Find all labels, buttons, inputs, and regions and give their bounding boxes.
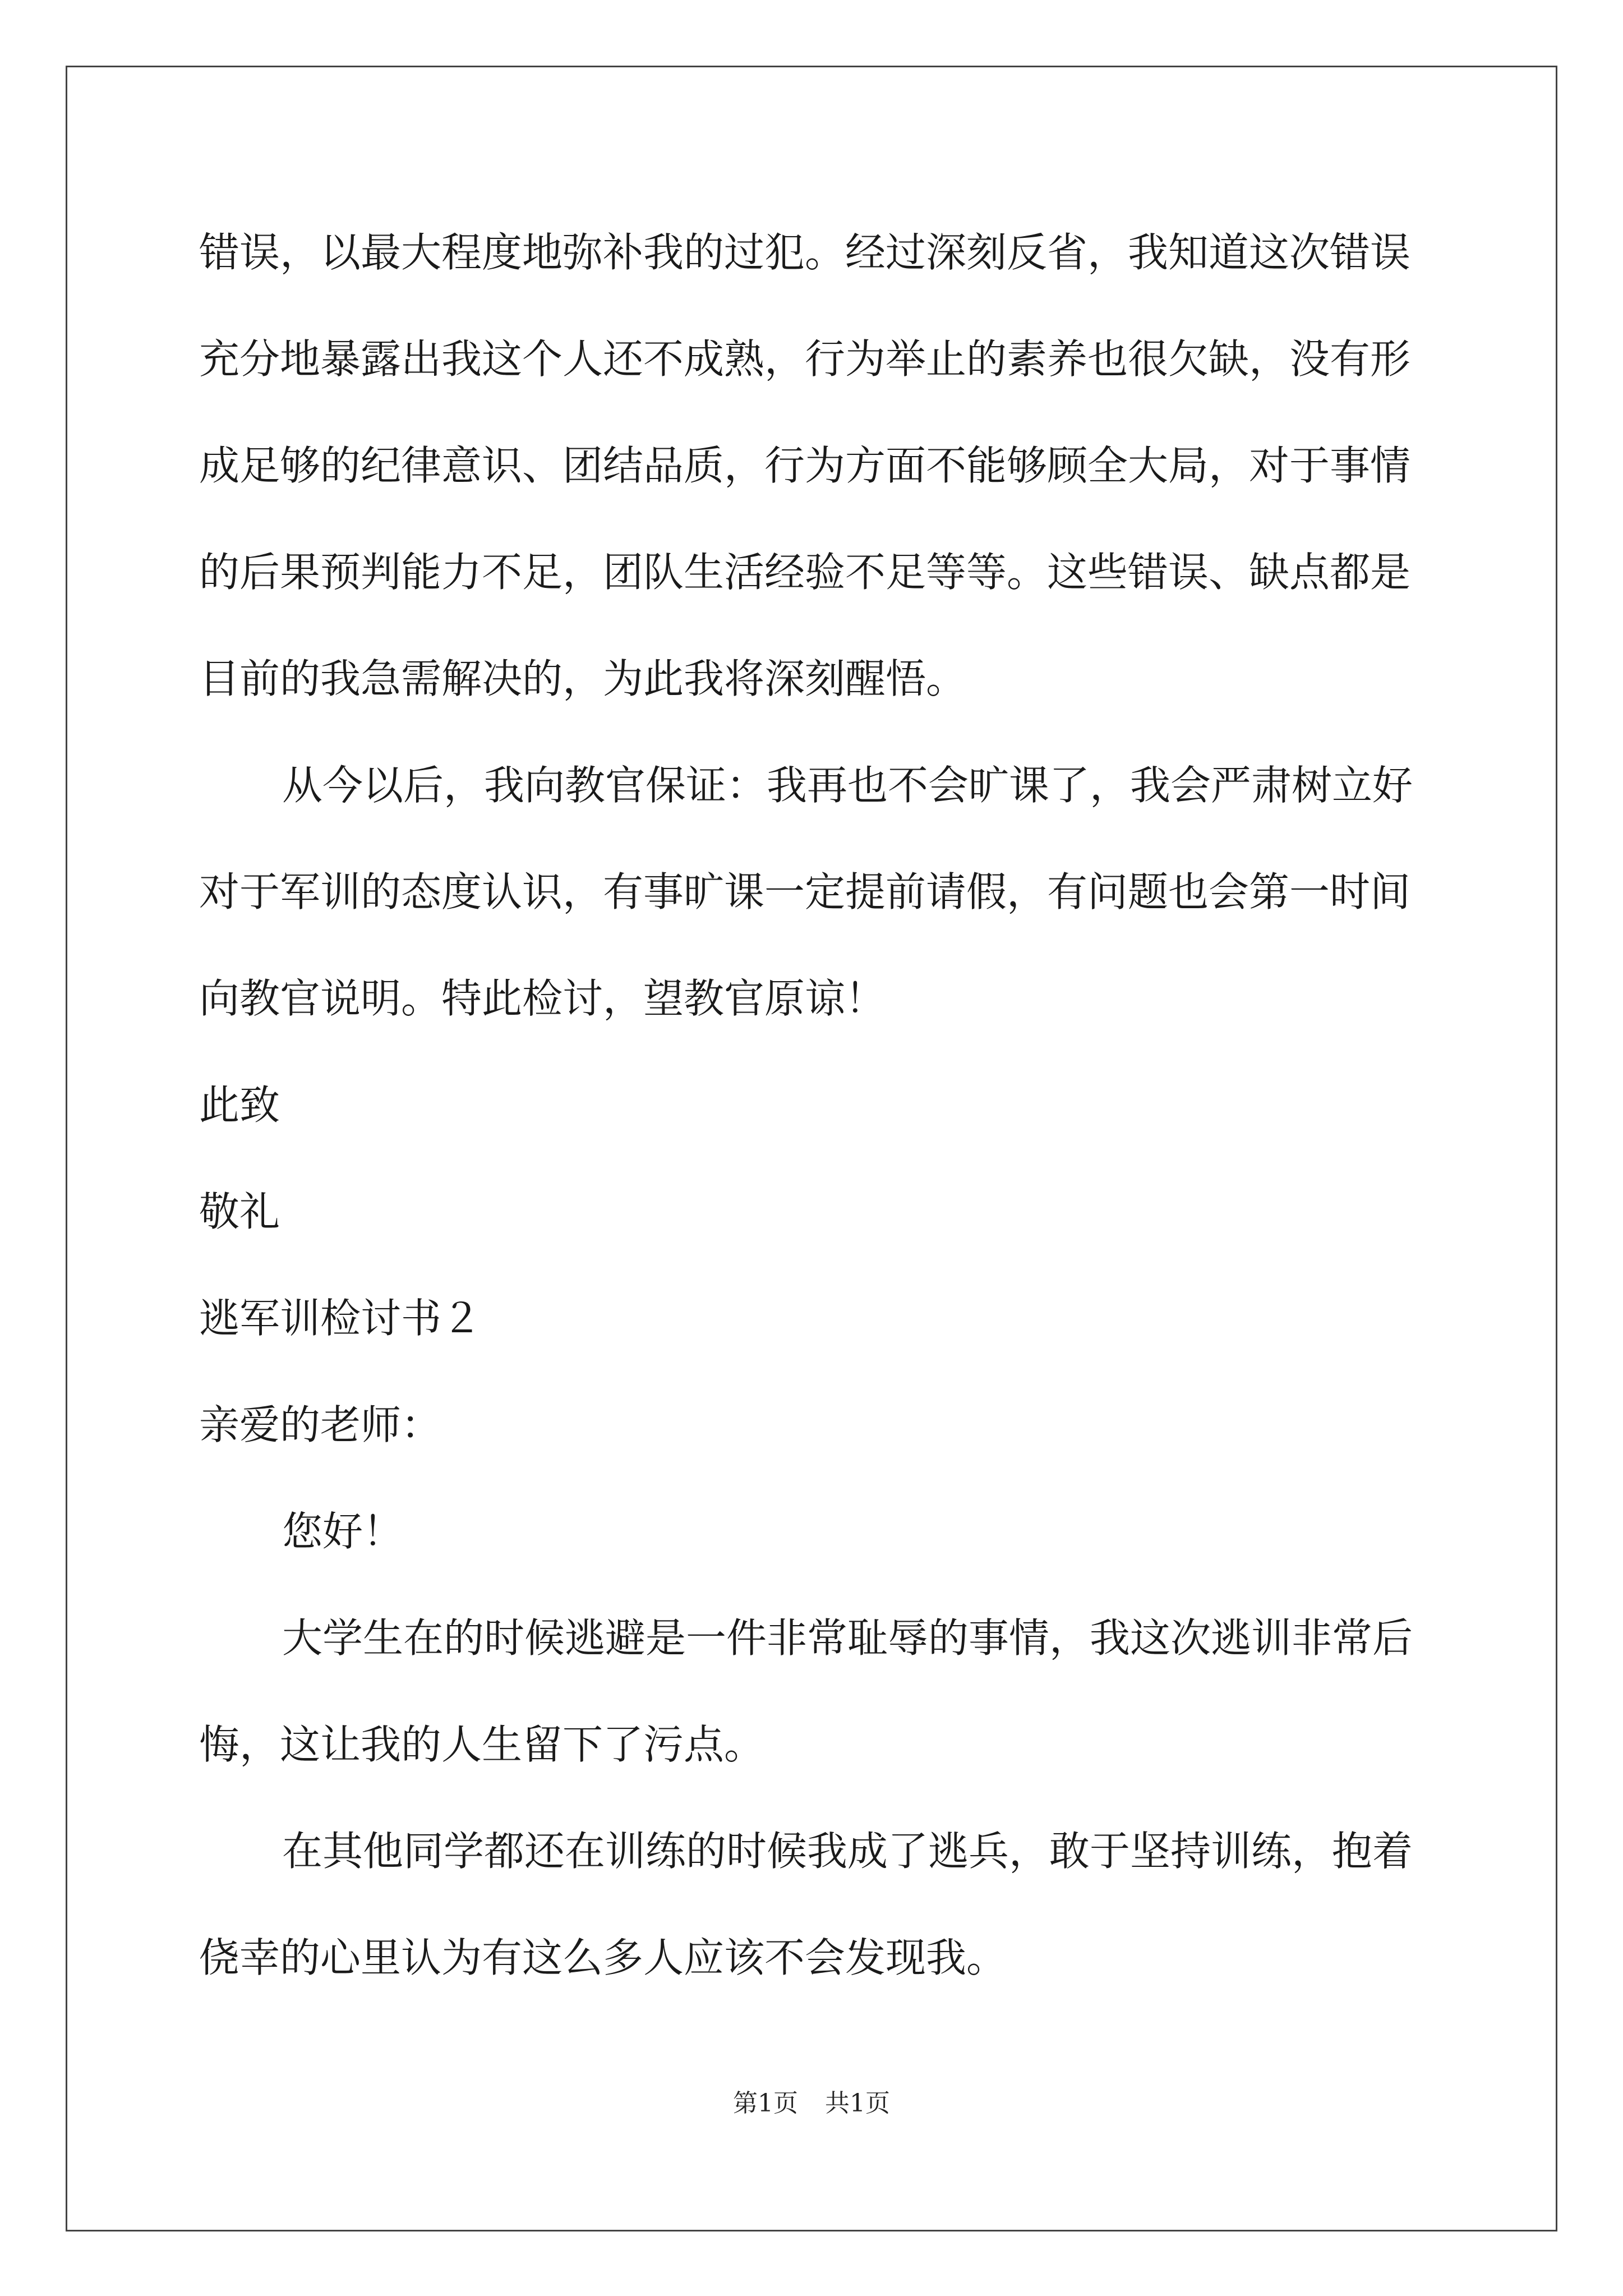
text-line: 亲爱的老师： [199, 1401, 442, 1448]
section-title [199, 1265, 1433, 1372]
text-line: 的后果预判能力不足，团队生活经验不足等等。这些错误、缺点都是 [199, 549, 1411, 596]
page-number: 第1页 [733, 2089, 798, 2118]
text-line: 敬礼 [199, 1188, 280, 1235]
text-line: 对于军训的态度认识，有事旷课一定提前请假，有问题也会第一时间 [199, 868, 1411, 915]
text-line: 逃军训检讨书２ [199, 1295, 482, 1342]
text-line: 错误，以最大程度地弥补我的过犯。经过深刻反省，我知道这次错误 [199, 229, 1411, 276]
document-body [199, 199, 1433, 2011]
text-line: 在其他同学都还在训练的时候我成了逃兵，敢于坚持训练，抱着 [282, 1828, 1413, 1875]
page-footer [0, 2087, 1623, 2120]
text-line: 充分地暴露出我这个人还不成熟，行为举止的素养也很欠缺，没有形 [199, 335, 1411, 383]
text-line: 您好！ [282, 1508, 404, 1555]
text-line: 悔，这让我的人生留下了污点。 [199, 1721, 765, 1768]
paragraph [199, 732, 1433, 1052]
paragraph [199, 199, 1433, 732]
paragraph [199, 1585, 1433, 1798]
paragraph [199, 1798, 1433, 2011]
closing-salutation [199, 1052, 1433, 1158]
closing-regards [199, 1158, 1433, 1265]
text-line: 侥幸的心里认为有这么多人应该不会发现我。 [199, 1934, 1007, 1981]
greeting-recipient [199, 1372, 1433, 1478]
text-line: 成足够的纪律意识、团结品质，行为方面不能够顾全大局，对于事情 [199, 442, 1411, 489]
greeting [199, 1478, 1433, 1585]
page-total: 共1页 [825, 2089, 890, 2118]
text-line: 向教官说明。特此检讨，望教官原谅！ [199, 975, 886, 1022]
text-line: 目前的我急需解决的，为此我将深刻醒悟。 [199, 655, 967, 702]
text-line: 此致 [199, 1082, 280, 1129]
text-line: 从今以后，我向教官保证：我再也不会旷课了，我会严肃树立好 [282, 762, 1413, 809]
text-line: 大学生在的时候逃避是一件非常耻辱的事情，我这次逃训非常后 [282, 1614, 1413, 1662]
